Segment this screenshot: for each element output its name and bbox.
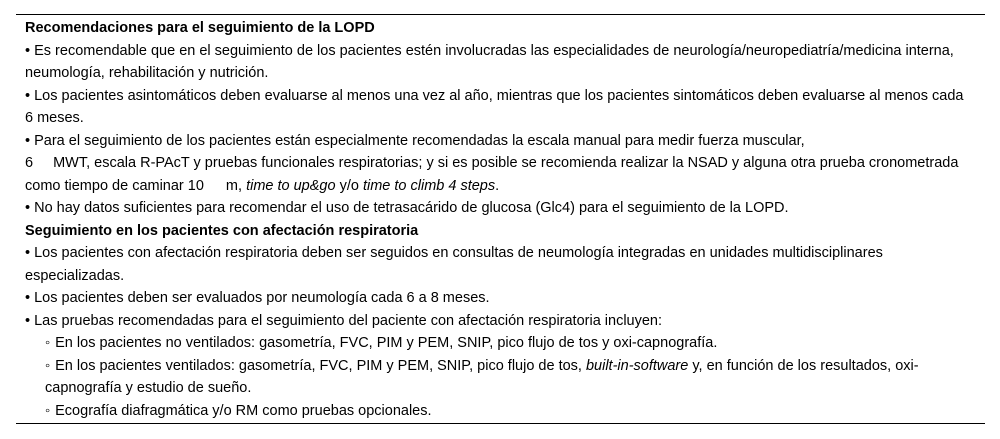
item-text: • Para el seguimiento de los pacientes están especialmente recomendadas la escala manual para medir fuerza muscular, bbox=[25, 132, 805, 149]
sub-item bbox=[25, 355, 970, 400]
recommendation-item: • Las pruebas recomendadas para el seguimiento del paciente con afectación respiratoria incluyen: bbox=[25, 312, 663, 329]
item-text: MWT, escala R-PAcT y pruebas funcionales respiratorias; y si es posible se recomienda realizar la NSAD y alguna otra prueba cronometrada como tiempo de caminar 10 bbox=[25, 155, 959, 194]
recommendation-item bbox=[25, 130, 970, 198]
sub-bullet-icon: ◦ bbox=[45, 335, 51, 351]
bottom-rule bbox=[16, 423, 985, 424]
section-heading-respiratory: Seguimiento en los pacientes con afectación respiratoria bbox=[25, 222, 419, 239]
sub-item-text: y, en función de los resultados, oxi-capnografía y estudio de sueño. bbox=[45, 357, 919, 396]
recommendation-item: • No hay datos suficientes para recomendar el uso de tetrasacárido de glucosa (Glc4) para el seguimiento de la LOPD. bbox=[25, 200, 789, 216]
recommendation-item: • Los pacientes asintomáticos deben evaluarse al menos una vez al año, mientras que los pacientes sintomáticos deben evaluarse al menos cada 6 meses. bbox=[25, 87, 964, 126]
top-rule bbox=[16, 14, 985, 15]
item-text: 6 bbox=[25, 155, 34, 171]
sub-bullet-icon: ◦ bbox=[45, 402, 51, 419]
sub-item bbox=[25, 400, 970, 423]
item-text: y/o bbox=[335, 177, 363, 194]
item-italic-text: time to up&go bbox=[246, 177, 336, 194]
item-text: . bbox=[495, 177, 500, 194]
recommendation-item: • Es recomendable que en el seguimiento de los pacientes estén involucradas las especialidades de neurología/neuropediatría/medicina interna, neumología, rehabilitación y nutrición. bbox=[25, 42, 954, 81]
recommendation-item: • Los pacientes deben ser evaluados por neumología cada 6 a 8 meses. bbox=[25, 290, 490, 306]
item-italic-text: time to climb 4 steps bbox=[362, 177, 496, 194]
sub-item-text: En los pacientes ventilados: gasometría, FVC, PIM y PEM, SNIP, pico flujo de tos, bbox=[55, 357, 586, 374]
table-content bbox=[25, 17, 970, 422]
sub-item bbox=[25, 332, 970, 355]
sub-item-text: Ecografía diafragmática y/o RM como pruebas opcionales. bbox=[55, 402, 432, 419]
sub-item-text: En los pacientes no ventilados: gasometría, FVC, PIM y PEM, SNIP, pico flujo de tos y oxi-capnografía. bbox=[55, 335, 718, 351]
sub-bullet-icon: ◦ bbox=[45, 357, 51, 374]
item-text: m, bbox=[225, 177, 247, 194]
recommendation-item: • Los pacientes con afectación respiratoria deben ser seguidos en consultas de neumología integradas en unidades multidisciplinares especializadas. bbox=[25, 245, 883, 284]
section-heading-lopd: Recomendaciones para el seguimiento de la LOPD bbox=[25, 20, 375, 36]
sub-item-italic-text: built-in-software bbox=[585, 357, 689, 374]
